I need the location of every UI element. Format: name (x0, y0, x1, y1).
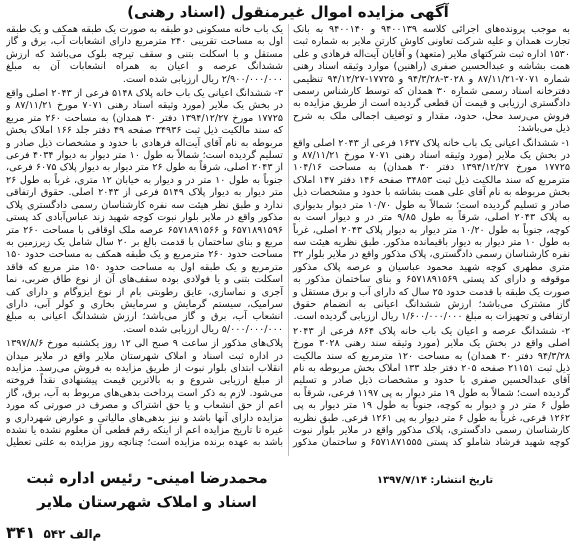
paragraph-conditions: پلاک‌های مذکور از ساعت ۹ صبح الی ۱۲ روز یکشنبه مورخ ۱۳۹۷/۸/۶ در اداره ثبت اسناد و املاک شهرستان ملایر واقع در ملایر میدان انقلاب ابتدای بلوار نبوت از طریق مزایده به فروش می‌رسد. مزایده از مبلغ ارزیابی شروع و به بالاترین قیمت پیشنهادی نقداً فروخته می‌شود. لازم به ذکر است پرداخت بدهی‌های مربوط به آب، برق، گاز اعم از حق انشعاب و یا حق اشتراک و مصرف در صورتی که مورد مزایده دارای آنها باشد و نیز بدهی‌های مالیاتی و عوارض شهرداری و غیره تا تاریخ مزایده اعم از اینکه رقم قطعی آن معلوم نشده یا نشده باشد به عهده برنده مزایده است؛ چنانچه روز مزایده به علتی تعطیل (6, 338, 283, 449)
notice-title: آگهی مزایده اموال غیرمنقول (اسناد رهنی) (127, 3, 449, 21)
paragraph-item-1: ۱- ششدانگ اعیانی یک باب خانه پلاک ۱۶۳۷ فرعی از ۲۰۴۳ اصلی واقع در بخش یک ملایر (مورد وثیقه اسناد رهنی ۷۰۷۱ مورخ ۸۷/۱۱/۲۱ و ۱۷۷۲۵ مورخ ۱۳۹۴/۱۲/۲۷ دفتر ۳۰ همدان) به مساحت ۱۰۴/۱۶ مترمربع که سند مالکیت ذیل ثبت ۳۴۸۵۳ صفحه ۱۴۶ دفتر ۱۴۷ املاک بخش مربوطه به نام آقای علی همت بشاشه با حدود و مشخصات ذیل صادر و تسلیم گردیده است؛ شمالاً به طول ۱۰/۷۰ متر دیوار بدیواری به پلاک ۲۰۴۳ اصلی، شرقاً به طول ۹/۸۵ متر در و دیوار است به کوچه، جنوباً به طول ۱۰/۲۰ متر دیوار به دیوار پلاک ۲۰۴۳ اصلی، غرباً به طول ۱۰ متر دیوار به دیوار باقیمانده مذکور. طبق نظریه هیئت سه نفره کارشناسان رسمی دادگستری، پلاک مذکور واقع در ملایر بلوار ۳۲ متری مطهری کوچه شهید محمود عباسیان و عرصه پلاک مذکور موقوفه و دارای کد پستی ۶۵۷۱۸۹۱۵۶۹ و بنای ساختمان مذکور به صورت یک طبقه با قدمت حدود ۲۵ سال که دارای آب و برق مستقل و گاز مشترک می‌باشد؛ ارزش ششدانگ اعیانی به انضمام حقوق ارتفاقی و تجهیزات به مبلغ ۱/۶۰۰/۰۰۰/۰۰۰ ریال ارزیابی گردیده است. (293, 137, 570, 323)
handwritten-number: ۳۴۱ (6, 523, 36, 542)
paragraph-item-3: ۳- ششدانگ اعیانی یک باب خانه پلاک ۵۱۴۸ فرعی از ۲۰۴۳ اصلی واقع در بخش یک ملایر (مورد وثیقه اسناد رهنی ۷۰۷۱ مورخ ۸۷/۱۱/۲۱ و ۱۷۷۲۵ مورخ ۱۳۹۴/۱۲/۲۷ دفتر ۳۰ همدان) به مساحت ۲۶۰ متر مربع که سند مالکیت ذیل ثبت ۳۴۹۳۶ صفحه ۴۹ دفتر جلد ۱۶۶ املاک بخش مربوطه به نام آقای آیت‌اله فرهادی با حدود و مشخصات ذیل صادر و تسلیم گردیده است؛ شمالاً به طول ۱۰ متر دیوار به دیوار ۴۰۳۴ فرعی از ۲۰۴۳ اصلی، شرقاً به طول ۲۶ متر دیوار به دیوار پلاک ۶۰۷۵ فرعی، جنوباً به طول ۱۰ متر در و دیوار به خیابان ۱۲ متری، غرباً به طول ۲۶ متر دیوار به دیوار پلاک ۵۱۴۹ فرعی از ۲۰۴۳ اصلی. حقوق ارتفاقی ندارد و طبق نظر هیئت سه نفره کارشناسان رسمی دادگستری پلاک مذکور واقع در ملایر بلوار نبوت کوچه شهید زند عباس‌آبادی کد پستی ۶۵۷۱۸۹۱۵۹۶ و ۶۵۷۱۸۹۱۵۶۶ عرصه ملک اوقافی با مساحت ۲۶۰ متر مربع و بنای ساختمان با قدمت بالغ بر ۲۰ سال شامل یک زیرزمین به مساحت حدود ۲۶۰ مترمربع و یک طبقه همکف به مساحت حدود ۱۵۰ مترمربع و یک طبقه اول به مساحت حدود ۱۵۰ متر مربع که فاقد اسکلت بتنی و یا فولادی بوده سقف‌های آن از نوع طاق ضربی، نما آجری و نماسازی، عایق رطوبتی بام از نوع ایزوگام و دارای کف سرامیک، سیستم گرمایش و سرمایش بخاری و کولر آبی، دارای انشعاب آب، برق و گاز می‌باشد؛ ارزش ششدانگ اعیانی به مبلغ ۵/۰۰۰/۰۰۰/۰۰۰ ریال ارزیابی شده است. (6, 88, 284, 335)
receipt-label: م‌الف ۵۴۲ (43, 527, 102, 541)
publish-date: تاریخ انتشار: ۱۳۹۷/۷/۱۴ (376, 475, 494, 486)
paragraph-intro: به موجب پرونده‌های اجرائی کلاسه ۹۴۰۰۱۳۹ و ۹۴۰۰۱۴۰ به بانک تجارت همدان و علیه شرکت تعاونی کاوش کارتن ملایر به شماره ثبت ۱۵۳۰ اداره ثبت شرکتهای ملایر (متعهد) و آقایان آیت‌اله فرهادی و علی همت بشاشه و عبدالحسین صفری (راهنین) موارد وثیقه اسناد رهنی شماره ۷۰۷۱-۸۷/۱۱/۲۱ و ۳۰۲۸-۹۴/۳/۲۸ و ۱۷۷۲۵-۹۴/۱۲/۲۷ تنظیمی دفترخانه اسناد رسمی شماره ۳۰ همدان که توسط کارشناس رسمی دادگستری ارزیابی و قیمت آن قطعی گردیده است از طریق مزایده به فروش می‌رسد محل، حدود، مقدار و توصیف اجمالی ملک به شرح ذیل می‌باشد: (293, 24, 570, 135)
paragraph-item-2: ۲- ششدانگ عرصه و اعیان یک باب خانه پلاک ۸۶۴ فرعی از ۲۰۴۳ اصلی واقع در بخش یک ملایر (مورد وثیقه سند رهنی ۳۰۲۸ مورخ ۹۴/۳/۲۸ دفتر ۳۰ همدان) به مساحت ۱۲۰ مترمربع که سند مالکیت ذیل ثبت ۲۱۱۵۱ صفحه ۲۰۵ دفتر جلد ۱۳۳ املاک بخش مربوطه به نام آقای عبدالحسین صفری با حدود و مشخصات ذیل صادر و تسلیم گردیده است؛ شمالاً به طول ۱۹ متر دیوار به پی ۱۱۹۷ فرعی، شرقاً به طول ۶ متر در و دیوار به کوچه، جنوباً به طول ۱۹ متر دیوار به پی ۱۲۶۲ فرعی، غرباً به طول ۶ متر دیوار به پی ۱۲۶۱ فرعی. طبق نظریه کارشناسان رسمی دادگستری، پلاک مذکور واقع در ملایر بلوار نبوت کوچه شهید فرشاد شاملو کد پستی ۶۵۷۱۸۷۱۵۵۵ و ساختمان مذکور یک باب خانه مسکونی دو طبقه به صورت یک طبقه همکف و یک طبقه اول به مساحت تقریبی ۲۴۰ مترمربع دارای انشعابات آب، برق و گاز مستقل و با اسکلت بتنی و سقف تیرچه بلوک می‌باشد که ارزش ششدانگ عرصه و اعیان به همراه انشعابات آن به مبلغ ۲/۹۰۰/۰۰۰/۰۰۰ ریال ارزیابی شده است. (6, 24, 570, 449)
notice-body (6, 24, 570, 456)
signatory-name: محمدرضا امینی- رئیس اداره ثبت (26, 469, 268, 487)
footer-row (6, 522, 288, 542)
signatory-office: اسناد و املاک شهرستان ملایر (37, 493, 257, 511)
receipt-code (6, 523, 101, 542)
